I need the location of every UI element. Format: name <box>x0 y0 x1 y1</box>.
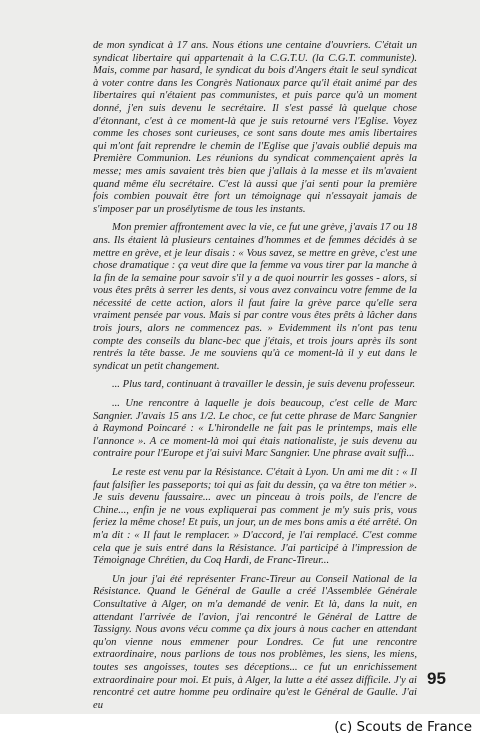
page-number: 95 <box>427 669 446 688</box>
copyright-credit: (c) Scouts de France <box>334 719 472 735</box>
paragraph: Un jour j'ai été représenter Franc-Tireur au Conseil National de la Résistance. Quand le Général de Gaulle a créé l'Assemblée Générale Consultative à Alger, on m'a demandé de venir. Et là, dans la nuit, en attendant l'arrivée de l'avion, j'ai rencontré le Général de Lattre de Tassigny. Nous avons vécu comme ça dix jours à nous cacher en attendant qu'on vienne nous emmener pour Londres. Ce fut une rencontre extraordinaire, nous parlions de tous nos problèmes, les siens, les miens, toutes ses angoisses, toutes ses déceptions... ce fut un enrichissement extraordinaire pour moi. Et puis, à Alger, la lutte a été assez difficile. J'y ai rencontré cet autre homme peu ordinaire qu'est le Général de Gaulle. J'ai eu <box>93 573 417 711</box>
paragraph: de mon syndicat à 17 ans. Nous étions une centaine d'ouvriers. C'était un syndicat libertaire qui appartenait à la C.G.T.U. (la C.G.T. communiste). Mais, comme par hasard, le syndicat du bois d'Angers était le seul syndicat à voter contre dans les Congrès Nationaux parce qu'il était animé par des libertaires qui n'étaient pas communistes, et puis parce qu'à un moment donné, j'en suis devenu le secrétaire. Il s'est passé là quelque chose d'étonnant, c'est à ce moment-là que je suis retourné vers l'Eglise. Voyez comme les choses sont curieuses, ce sont sans doute mes amis libertaires qui m'ont fait reprendre le chemin de l'Eglise que j'avais oublié depuis ma Première Communion. Les réunions du syndicat commençaient après la messe; mes amis savaient très bien que j'allais à la messe et ils m'avaient quand même élu secrétaire. C'est là aussi que j'ai senti pour la première fois combien pouvait être fort un témoignage qui n'essayait jamais de s'imposer par un prosélytisme de tous les instants. <box>93 40 417 215</box>
paragraph: Le reste est venu par la Résistance. C'était à Lyon. Un ami me dit : « Il faut falsifier les passeports; toi qui as fait du dessin, ça va être ton métier ». Je suis devenu faussaire... avec un pinceau à trois poils, de l'encre de Chine..., enfin je ne vous expliquerai pas comment je m'y suis pris, vous feriez la même chose! Et puis, un jour, un de mes bons amis a été arrêté. On m'a dit : « Il faut le remplacer. » D'accord, je l'ai remplacé. C'est comme cela que je suis entré dans la Résistance. J'ai participé à l'impression de Témoignage Chrétien, du Coq Hardi, de Franc-Tireur... <box>93 467 417 567</box>
paragraph: ... Plus tard, continuant à travailler le dessin, je suis devenu professeur. <box>112 379 416 391</box>
body-text <box>93 40 417 718</box>
paragraph: Mon premier affrontement avec la vie, ce fut une grève, j'avais 17 ou 18 ans. Ils étaient là plusieurs centaines d'hommes et de femmes décidés à se mettre en grève, et je leur disais : « Vous savez, se mettre en grève, c'est une chose dramatique : ça veut dire que la femme va vous tirer par la manche à la fin de la semaine pour savoir s'il y a de quoi nourrir les gosses - alors, si vous êtes prêts à serrer les dents, si vous avez convaincu votre femme de la nécessité de cette action, alors il faut faire la grève parce qu'elle sera vraiment pensée par vous. Mais si par contre vous êtes prêts à lâcher dans trois jours, alors ne commencez pas. » Evidemment ils n'ont pas tenu compte des conseils du blanc-bec que j'étais, et trois jours après ils sont rentrés la tête basse. Je me souviens qu'à ce moment-là il y eut dans le syndicat un petit changement. <box>93 222 417 372</box>
paragraph: ... Une rencontre à laquelle je dois beaucoup, c'est celle de Marc Sangnier. J'avais 15 ans 1/2. Le choc, ce fut cette phrase de Marc Sangnier à Raymond Poincaré : « L'hirondelle ne fait pas le printemps, mais elle l'annonce ». A ce moment-là moi qui étais nationaliste, je suis devenu au contraire pour l'Europe et j'ai suivi Marc Sangnier. Une phrase avait suffi... <box>93 398 417 460</box>
